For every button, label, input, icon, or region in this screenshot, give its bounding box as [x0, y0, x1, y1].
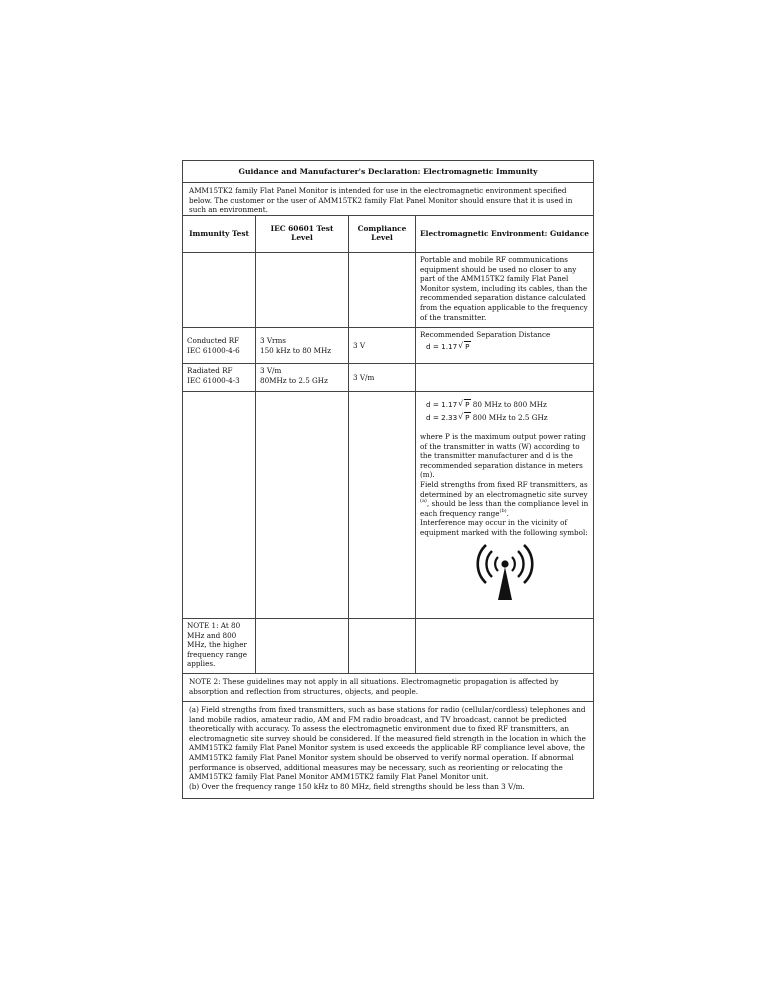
- header-immunity-test: Immunity Test: [183, 216, 256, 252]
- table-row: [183, 328, 593, 364]
- header-guidance: Electromagnetic Environment: Guidance: [420, 228, 589, 238]
- header-test-level: IEC 60601 Test Level: [256, 216, 349, 252]
- table-row: [183, 253, 593, 328]
- footnote-a: (a) Field strengths from fixed transmitters, such as base stations for radio (cellular/cordless) telephones and land mobile radios, amateur radio, AM and FM radio broadcast, and TV broadcast, cannot be predicted theoretically with accuracy. To assess the electromagnetic environment due to fixed RF transmitters, an electromagnetic site survey should be considered. If the measured field strength in the location in which the AMM15TK2 family Flat Panel Monitor system is used exceeds the applicable RF compliance level above, the AMM15TK2 family Flat Panel Monitor system should be observed to verify normal operation. If abnormal performance is observed, additional measures may be necessary, such as reorienting or relocating the AMM15TK2 family Flat Panel Monitor AMM15TK2 family Flat Panel Monitor unit.: [189, 705, 586, 782]
- where-text: where P is the maximum output power rating of the transmitter in watts (W) according to the transmitter manufacturer and d is the recommended separation distance in meters (m).: [420, 432, 586, 480]
- note-1: NOTE 1: At 80 MHz and 800 MHz, the higher frequency range applies.: [183, 619, 256, 673]
- header-compliance-level: Compliance Level: [349, 216, 416, 252]
- sqrt-symbol: √ P: [458, 340, 470, 351]
- radiated-level: 3 V/m 80MHz to 2.5 GHz: [256, 364, 349, 391]
- formula: d = 1.17 √ P: [426, 340, 470, 351]
- table-row: [183, 364, 593, 392]
- formula-800-2500: d = 2.33 √ P 800 MHz to 2.5 GHz: [426, 412, 548, 422]
- conducted-test: Conducted RF IEC 61000-4-6: [183, 328, 256, 363]
- table-row: [183, 392, 593, 619]
- note-2: NOTE 2: These guidelines may not apply in all situations. Electromagnetic propagation is affected by absorption and reflection from structures, objects, and people.: [183, 674, 593, 702]
- non-ionizing-radiation-icon: [474, 544, 536, 602]
- conducted-level: 3 Vrms 150 kHz to 80 MHz: [256, 328, 349, 363]
- radiated-guidance: [416, 392, 593, 618]
- portable-guidance: Portable and mobile RF communications equipment should be used no closer to any part of the AMM15TK2 family Flat Panel Monitor system, including its cables, than the recommended separation distance calculated from the equation applicable to the frequency of the transmitter.: [420, 255, 588, 322]
- intro-text: AMM15TK2 family Flat Panel Monitor is intended for use in the electromagnetic environment specified below. The customer or the user of AMM15TK2 family Flat Panel Monitor should ensure that it is used in such an environment.: [183, 183, 593, 216]
- table-row: [183, 619, 593, 674]
- table-title: Guidance and Manufacturer's Declaration: Electromagnetic Immunity: [183, 161, 593, 183]
- field-strength-text: Field strengths from fixed RF transmitters, as determined by an electromagnetic site survey $^{(a)}$, should be less than the compliance level in each frequency range$^{(b)}$.: [420, 479, 589, 518]
- header-row: [183, 216, 593, 253]
- conducted-compliance: 3 V: [349, 328, 416, 363]
- radiated-test: Radiated RF IEC 61000-4-3: [183, 364, 256, 391]
- footnotes: [183, 702, 593, 798]
- footnote-b: (b) Over the frequency range 150 kHz to 80 MHz, field strengths should be less than 3 V/m.: [189, 781, 525, 791]
- interference-text: Interference may occur in the vicinity of equipment marked with the following symbol:: [420, 518, 588, 537]
- formula-80-800: d = 1.17 √ P 80 MHz to 800 MHz: [426, 399, 547, 409]
- conducted-guidance: Recommended Separation Distance d = 1.17 √ P: [416, 328, 593, 363]
- immunity-declaration-table: [182, 160, 594, 799]
- radiated-compliance: 3 V/m: [349, 364, 416, 391]
